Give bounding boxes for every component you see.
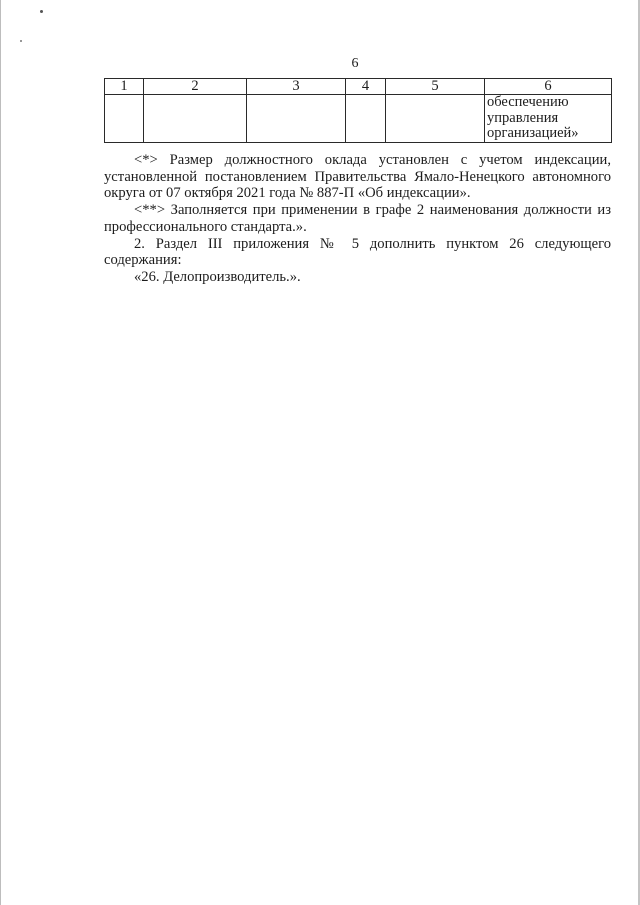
document-body [104,152,611,286]
table-row [105,95,612,143]
page-number: 6 [351,56,359,71]
cell-line: организацией» [487,125,579,141]
table-cell-1 [105,95,144,143]
column-header-2: 2 [144,79,247,95]
column-header-5: 5 [386,79,485,95]
table-cell-6 [485,95,612,143]
cell-line: обеспечению [487,94,569,110]
table-cell-2 [144,95,247,143]
footnote-professional-standard: <**> Заполняется при применении в графе 2 наименования должности из профессионального стандарта.». [104,202,611,235]
amendment-paragraph-2: 2. Раздел III приложения № 5 дополнить пунктом 26 следующего содержания: [104,235,611,269]
column-header-3: 3 [247,79,346,95]
table-cell-3 [247,95,346,143]
table-cell-4 [346,95,386,143]
column-header-4: 4 [346,79,386,95]
column-header-6: 6 [485,79,612,95]
scan-edge-left [0,0,1,905]
footnote-salary-indexation: <*> Размер должностного оклада установлен с учетом индексации, установленной постановлением Правительства Ямало-Ненецкого автономного округа от 07 октября 2021 года № 887-П «Об индексации». [104,152,611,202]
continuation-table [104,78,612,143]
amendment-item-26: «26. Делопроизводитель.». [134,268,301,285]
scan-speck [20,40,22,42]
table-cell-5 [386,95,485,143]
scan-speck [40,10,43,13]
column-header-1: 1 [105,79,144,95]
cell-line: управления [487,109,559,126]
table-header-row [105,79,612,95]
